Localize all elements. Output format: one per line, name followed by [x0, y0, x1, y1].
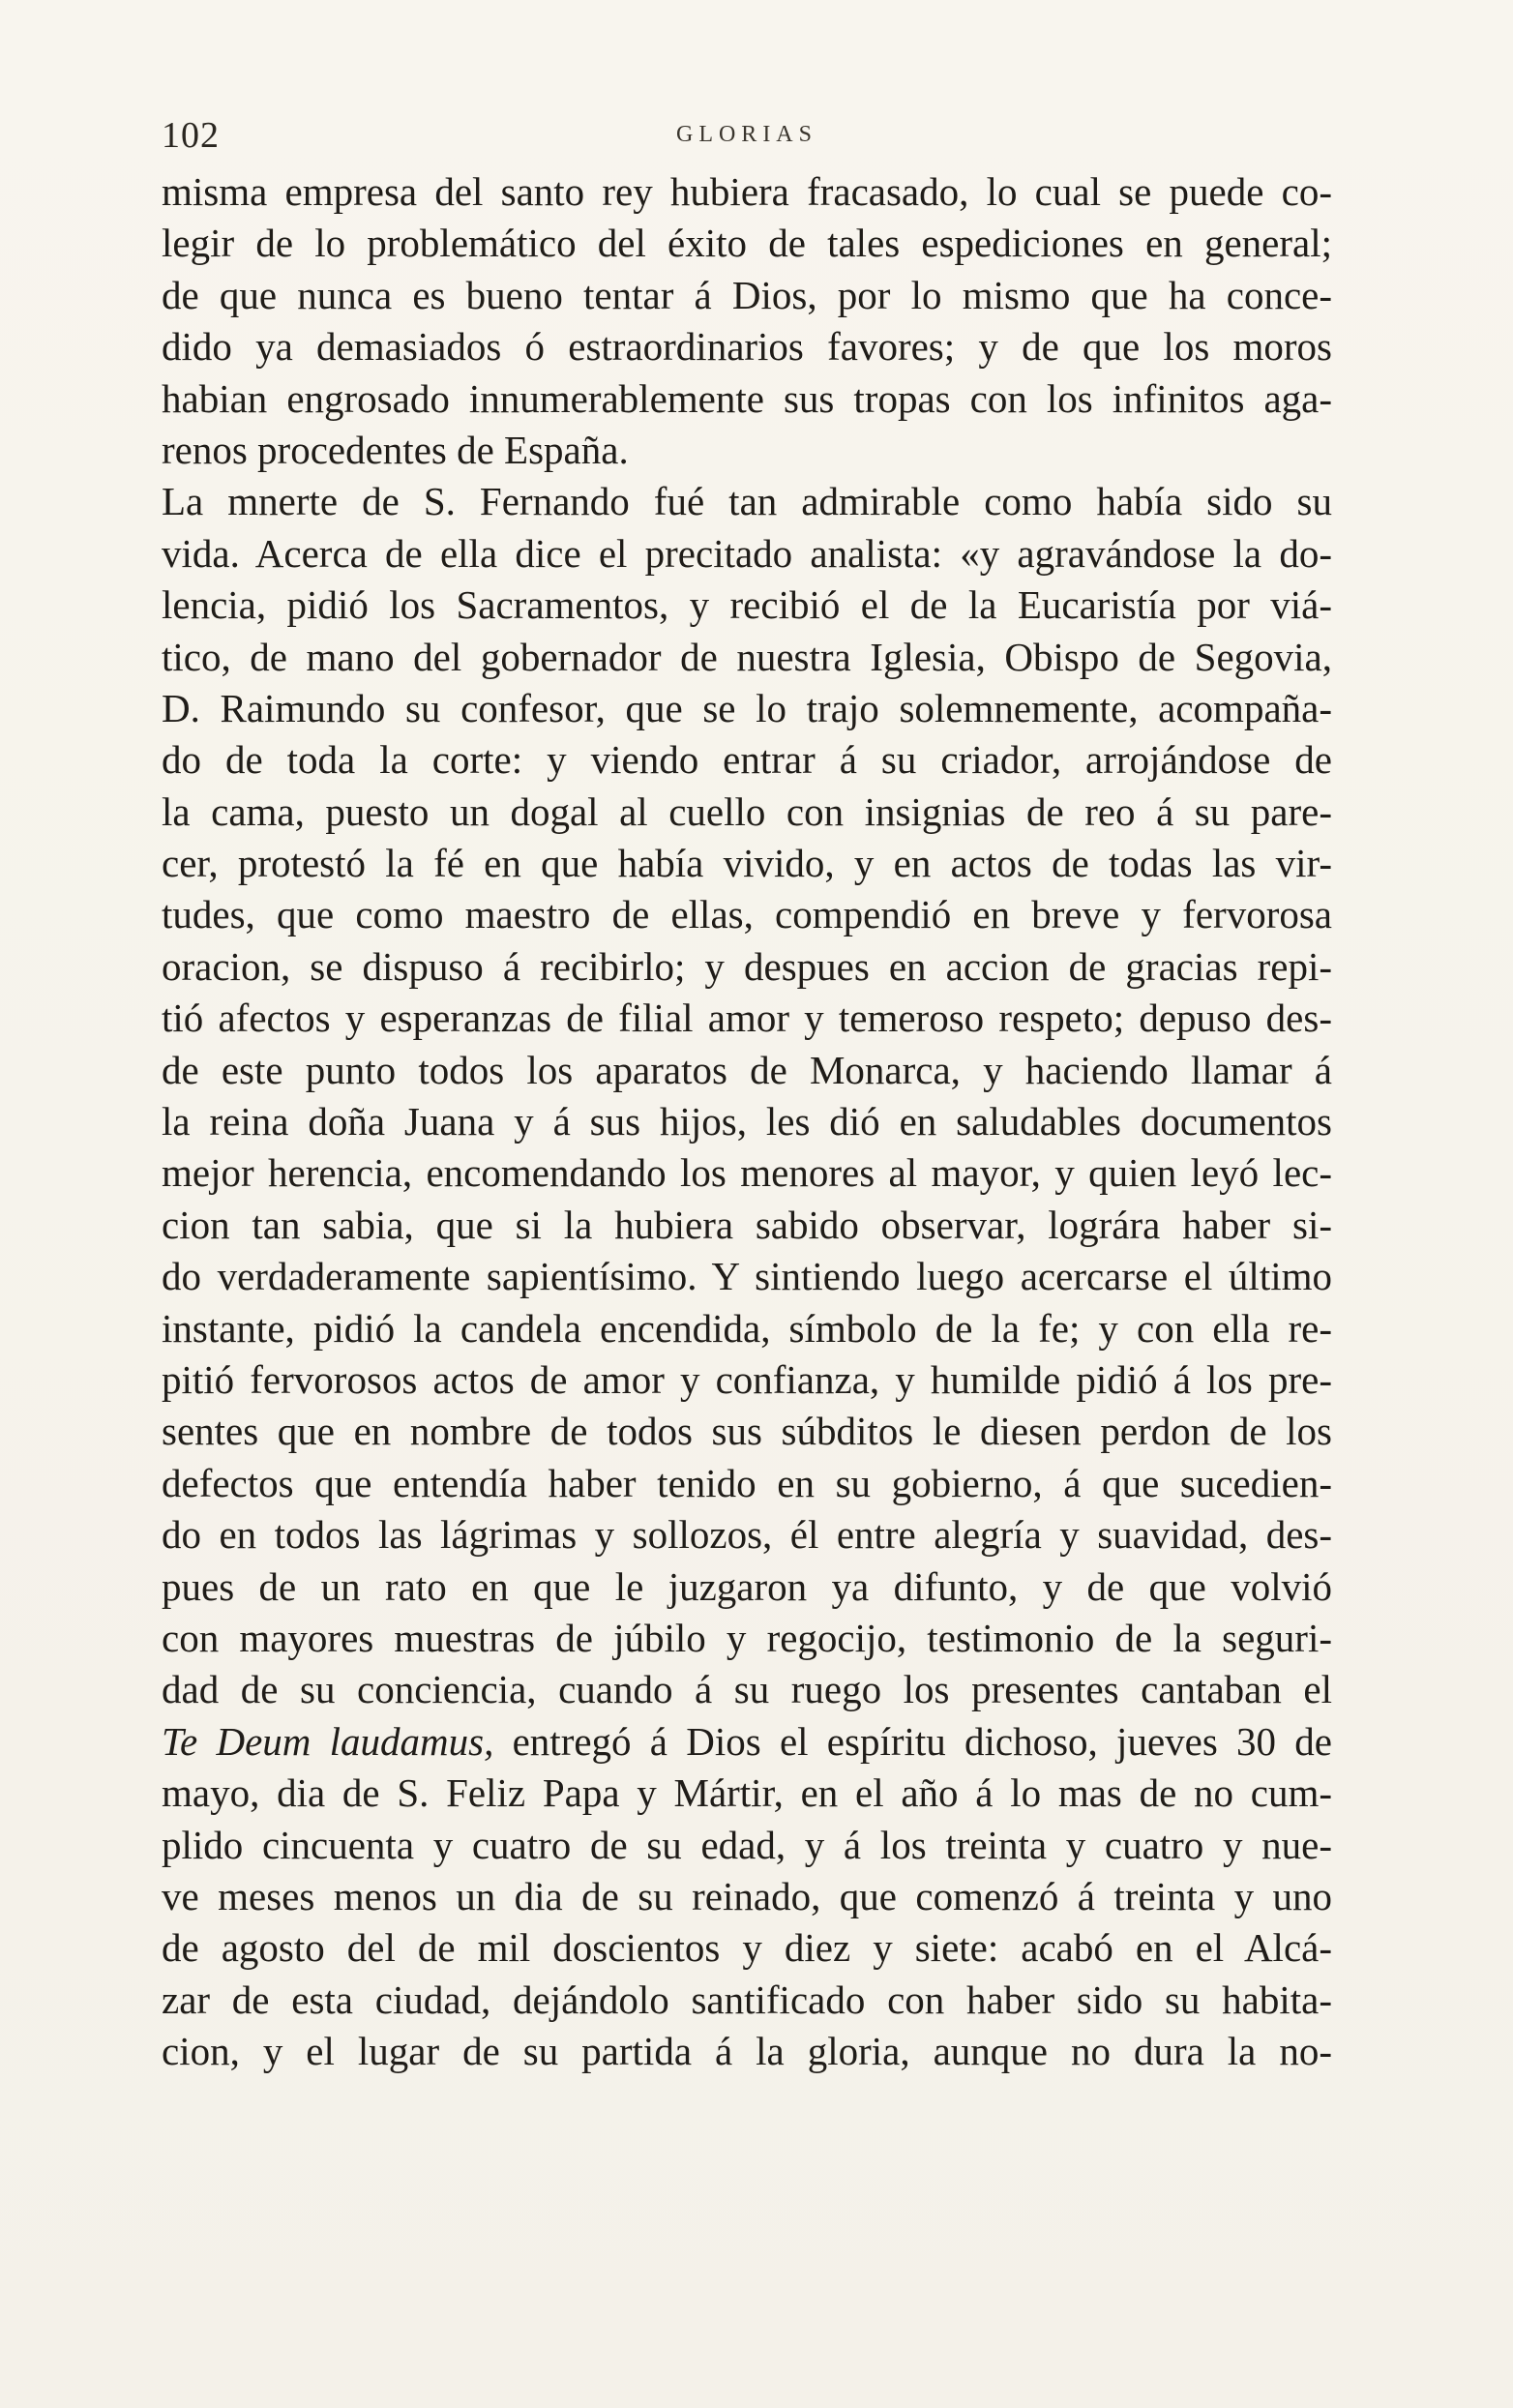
text-line: de este punto todos los aparatos de Monarca, y haciendo llamar á [162, 1047, 1332, 1092]
text-line: oracion, se dispuso á recibirlo; y despues en accion de gracias repi- [162, 943, 1332, 989]
text-line: mejor herencia, encomendando los menores al mayor, y quien leyó lec- [162, 1150, 1332, 1196]
text-line: ve meses menos un dia de su reinado, que comenzó á treinta y uno [162, 1873, 1332, 1918]
text-line: dido ya demasiados ó estraordinarios favores; y de que los moros [162, 324, 1332, 370]
text-line: sentes que en nombre de todos sus súbditos le diesen perdon de los [162, 1409, 1332, 1454]
text-line: con mayores muestras de júbilo y regocijo, testimonio de la seguri- [162, 1615, 1332, 1660]
text-line: la cama, puesto un dogal al cuello con insignias de reo á su pare- [162, 788, 1332, 834]
text-line: D. Raimundo su confesor, que se lo trajo solemnemente, acompaña- [162, 685, 1332, 730]
text-line: do verdaderamente sapientísimo. Y sintiendo luego acercarse el último [162, 1254, 1332, 1299]
text-line-paragraph-start: La mnerte de S. Fernando fué tan admirable como había sido su [162, 479, 1332, 524]
text-line: legir de lo problemático del éxito de tales espediciones en general; [162, 221, 1332, 266]
text-line: pues de un rato en que le juzgaron ya difunto, y de que volvió [162, 1563, 1332, 1609]
text-line: lencia, pidió los Sacramentos, y recibió el de la Eucaristía por viá- [162, 582, 1332, 628]
text-line: defectos que entendía haber tenido en su gobierno, á que sucedien- [162, 1460, 1332, 1505]
text-line: misma empresa del santo rey hubiera fracasado, lo cual se puede co- [162, 169, 1332, 214]
text-line: tico, de mano del gobernador de nuestra Iglesia, Obispo de Segovia, [162, 634, 1332, 679]
body-text [162, 166, 1332, 2077]
running-head: GLORIAS [675, 122, 817, 147]
text-line: cer, protestó la fé en que había vivido, y en actos de todas las vir- [162, 841, 1332, 886]
text-line: tió afectos y esperanzas de filial amor y temeroso respeto; depuso des- [162, 996, 1332, 1041]
text-line: la reina doña Juana y á sus hijos, les dió en saludables documentos [162, 1099, 1332, 1145]
text-line: do en todos las lágrimas y sollozos, él entre alegría y suavidad, des- [162, 1512, 1332, 1558]
text-line: mayo, dia de S. Feliz Papa y Mártir, en el año á lo mas de no cum- [162, 1770, 1332, 1816]
text-line: vida. Acerca de ella dice el precitado analista: «y agravándose la do- [162, 530, 1332, 576]
text-line: plido cincuenta y cuatro de su edad, y á los treinta y cuatro y nue- [162, 1822, 1332, 1867]
page-number: 102 [162, 115, 220, 156]
text-line: pitió fervorosos actos de amor y confianza, y humilde pidió á los pre- [162, 1356, 1332, 1402]
text-line: de agosto del de mil doscientos y diez y siete: acabó en el Alcá- [162, 1925, 1332, 1971]
text-line: instante, pidió la candela encendida, símbolo de la fe; y con ella re- [162, 1305, 1332, 1351]
text-line: dad de su conciencia, cuando á su ruego los presentes cantaban el [162, 1667, 1332, 1712]
italic-phrase: Te Deum laudamus, [162, 1718, 494, 1764]
text-line: cion tan sabia, que si la hubiera sabido observar, lográra haber si- [162, 1202, 1332, 1247]
text-line: de que nunca es bueno tentar á Dios, por lo mismo que ha conce- [162, 272, 1332, 317]
page-header [162, 114, 1332, 163]
text-line: cion, y el lugar de su partida á la gloria, aunque no dura la no- [162, 2029, 1332, 2074]
text-line-with-italic [162, 1716, 1332, 1768]
text-line: zar de esta ciudad, dejándolo santificado con haber sido su habita- [162, 1977, 1332, 2022]
text-line: do de toda la corte: y viendo entrar á su criador, arrojándose de [162, 737, 1332, 783]
text-line-rest: entregó á Dios el espíritu dichoso, jueves 30 de [512, 1718, 1332, 1764]
text-line: habian engrosado innumerablemente sus tropas con los infinitos aga- [162, 375, 1332, 421]
text-line: tudes, que como maestro de ellas, compendió en breve y fervorosa [162, 892, 1332, 937]
text-line-paragraph-end: renos procedentes de España. [162, 427, 629, 472]
